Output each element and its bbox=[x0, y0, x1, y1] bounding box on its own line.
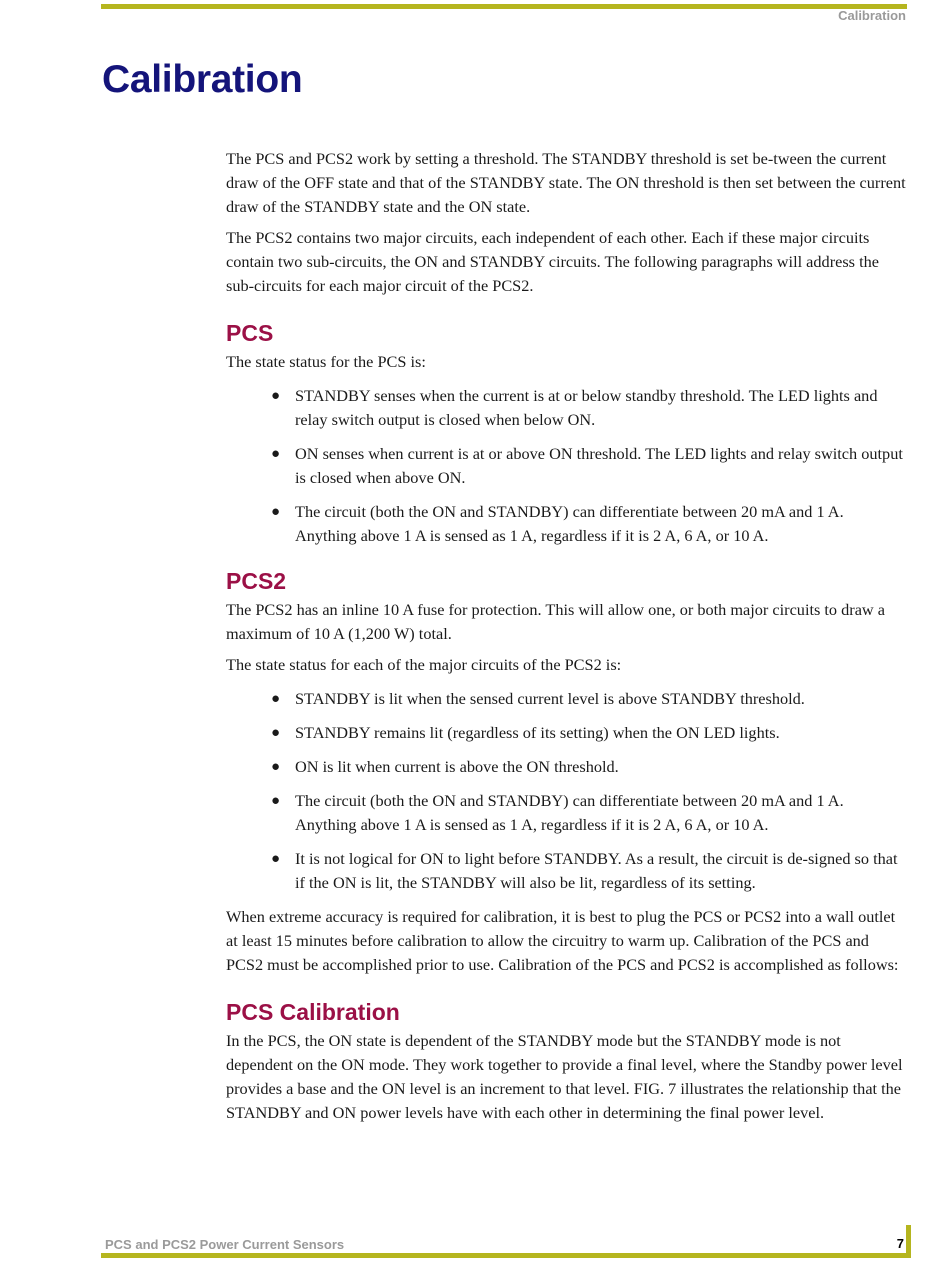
list-item-text: It is not logical for ON to light before STANDBY. As a result, the circuit is de-signed so that if the ON is lit, the STANDBY will also be lit, regardless of its setting. bbox=[295, 849, 898, 892]
section-heading-pcs: PCS bbox=[226, 320, 274, 346]
bullet-icon: ● bbox=[271, 759, 281, 775]
list-item-text: STANDBY is lit when the sensed current level is above STANDBY threshold. bbox=[295, 689, 805, 708]
pcs-calibration-paragraph: In the PCS, the ON state is dependent of the STANDBY mode but the STANDBY mode is not dependent on the ON mode. They work together to provide a final level, where the Standby power level provides a base and the ON level is an increment to that level. FIG. 7 illustrates the relationship that the STANDBY and ON power levels have with each other in determining the final power level. bbox=[226, 1031, 903, 1122]
list-item-text: The circuit (both the ON and STANDBY) can differentiate between 20 mA and 1 A. Anything above 1 A is sensed as 1 A, regardless if it is 2 A, 6 A, or 10 A. bbox=[295, 502, 844, 545]
list-item bbox=[226, 755, 906, 779]
header-rule bbox=[101, 4, 907, 9]
list-item-text: The circuit (both the ON and STANDBY) can differentiate between 20 mA and 1 A. Anything above 1 A is sensed as 1 A, regardless if it is 2 A, 6 A, or 10 A. bbox=[295, 791, 844, 834]
list-item bbox=[226, 687, 906, 711]
footer-rule bbox=[101, 1253, 911, 1258]
bullet-icon: ● bbox=[271, 793, 281, 809]
document-body bbox=[226, 147, 906, 1132]
list-item bbox=[226, 442, 906, 490]
section-heading-pcs-calibration: PCS Calibration bbox=[226, 999, 400, 1025]
bullet-icon: ● bbox=[271, 504, 281, 520]
footer-rule-corner bbox=[906, 1225, 911, 1258]
page-number: 7 bbox=[896, 1236, 904, 1251]
pcs2-paragraph: The PCS2 has an inline 10 A fuse for protection. This will allow one, or both major circuits to draw a maximum of 10 A (1,200 W) total. bbox=[226, 600, 885, 643]
list-item bbox=[226, 500, 906, 548]
pcs-bullet-list bbox=[226, 384, 906, 548]
pcs2-closing-paragraph: When extreme accuracy is required for calibration, it is best to plug the PCS or PCS2 into a wall outlet at least 15 minutes before calibration to allow the circuitry to warm up. Calibration of the PCS and PCS2 must be accomplished prior to use. Calibration of the PCS and PCS2 is accomplished as follows: bbox=[226, 907, 899, 974]
list-item bbox=[226, 384, 906, 432]
list-item-text: STANDBY senses when the current is at or below standby threshold. The LED lights and relay switch output is closed when below ON. bbox=[295, 386, 878, 429]
list-item-text: STANDBY remains lit (regardless of its setting) when the ON LED lights. bbox=[295, 723, 780, 742]
bullet-icon: ● bbox=[271, 691, 281, 707]
page-title: Calibration bbox=[102, 58, 303, 101]
running-head: Calibration bbox=[838, 8, 906, 23]
bullet-icon: ● bbox=[271, 388, 281, 404]
bullet-icon: ● bbox=[271, 851, 281, 867]
footer-title: PCS and PCS2 Power Current Sensors bbox=[105, 1237, 345, 1252]
pcs2-bullet-list bbox=[226, 687, 906, 895]
list-item bbox=[226, 721, 906, 745]
pcs2-lead: The state status for each of the major circuits of the PCS2 is: bbox=[226, 655, 622, 674]
list-item-text: ON senses when current is at or above ON threshold. The LED lights and relay switch output is closed when above ON. bbox=[295, 444, 903, 487]
intro-paragraph-1: The PCS and PCS2 work by setting a threshold. The STANDBY threshold is set be-tween the current draw of the OFF state and that of the STANDBY state. The ON threshold is then set between the current draw of the STANDBY state and the ON state. bbox=[226, 149, 906, 216]
intro-paragraph-2: The PCS2 contains two major circuits, each independent of each other. Each if these major circuits contain two sub-circuits, the ON and STANDBY circuits. The following paragraphs will address the sub-circuits for each major circuit of the PCS2. bbox=[226, 228, 879, 295]
bullet-icon: ● bbox=[271, 725, 281, 741]
list-item bbox=[226, 789, 906, 837]
list-item bbox=[226, 847, 906, 895]
bullet-icon: ● bbox=[271, 446, 281, 462]
pcs-lead: The state status for the PCS is: bbox=[226, 352, 426, 371]
list-item-text: ON is lit when current is above the ON threshold. bbox=[295, 757, 619, 776]
section-heading-pcs2: PCS2 bbox=[226, 568, 287, 594]
